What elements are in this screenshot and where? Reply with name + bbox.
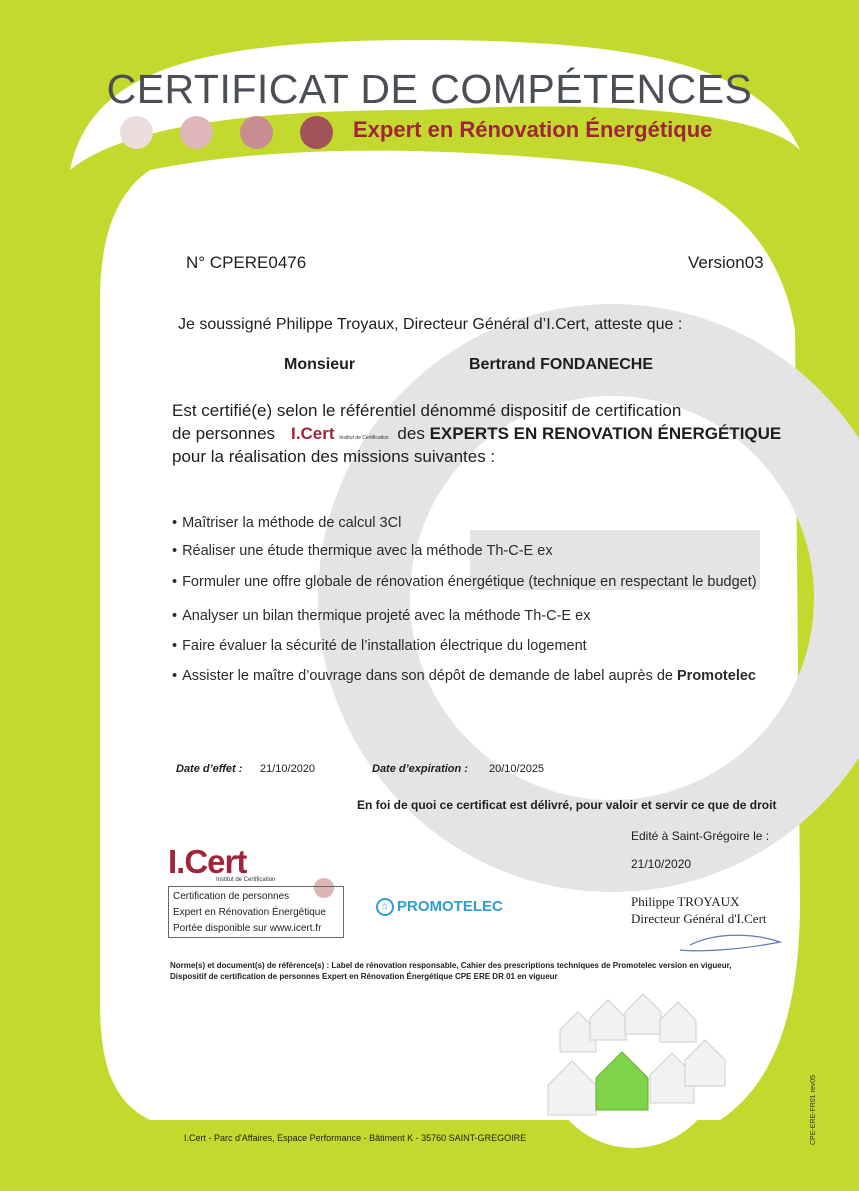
holder-civility: Monsieur (284, 356, 356, 373)
mission-item: • Analyser un bilan thermique projeté avec la méthode Th-C-E ex (172, 608, 591, 624)
signer-name: Philippe TROYAUX (631, 894, 740, 909)
mission-item: • Maîtriser la méthode de calcul 3Cl (172, 515, 402, 531)
cert-line-2-bold: EXPERTS EN RENOVATION ÉNERGÉTIQUE (429, 424, 782, 443)
effect-date-value: 21/10/2020 (260, 763, 316, 775)
bullet-icon: • (172, 608, 178, 624)
certificate-number: N° CPERE0476 (186, 253, 307, 272)
mission-item: • Formuler une offre globale de rénovation énergétique (technique en respectant le budget) (172, 574, 757, 590)
mission-item: • Faire évaluer la sécurité de l’installation électrique du logement (172, 638, 587, 654)
expiry-date-label: Date d’expiration : (372, 763, 468, 775)
certification-line-3: pour la réalisation des missions suivantes : (172, 447, 496, 466)
promotelec-logo: ⌂ PROMOTELEC (376, 898, 503, 916)
house-icon: ⌂ (376, 898, 394, 916)
decor-dot-2 (180, 116, 213, 149)
bullet-icon: • (172, 574, 178, 590)
bullet-icon: • (172, 668, 178, 684)
certificate-version: Version03 (688, 253, 764, 272)
bullet-icon: • (172, 543, 178, 559)
bullet-icon: • (172, 515, 178, 531)
expiry-date-value: 20/10/2025 (489, 763, 545, 775)
holder-name: Bertrand FONDANECHE (469, 356, 654, 373)
certification-scope-box: Certification de personnes Expert en Rénovation Énergétique Portée disponible sur www.icert.fr (168, 886, 344, 938)
promotelec-mention: Promotelec (677, 668, 756, 684)
decor-dot-1 (120, 116, 153, 149)
icert-inline-logo: I.Cert Institut de Certification (291, 424, 389, 443)
bullet-icon: • (172, 638, 178, 654)
effect-date-label: Date d’effet : (176, 763, 243, 775)
mission-item: • Assister le maître d’ouvrage dans son dépôt de demande de label auprès de Promotelec (172, 668, 756, 684)
signer-title: Directeur Général d'I.Cert (631, 911, 767, 926)
cert-line-2-mid: des (392, 424, 430, 443)
icert-logo: I.Cert Institut de Certification (168, 843, 276, 883)
mission-item: • Réaliser une étude thermique avec la méthode Th-C-E ex (172, 543, 553, 559)
decor-dot-4 (300, 116, 333, 149)
edited-location: Edité à Saint-Grégoire le : (631, 829, 770, 843)
closing-statement: En foi de quoi ce certificat est délivré, pour valoir et servir ce que de droit (357, 798, 777, 812)
edited-date: 21/10/2020 (631, 857, 692, 871)
document-code: CPE-ERE-FR01 rev05 (810, 1074, 817, 1145)
reference-norms: Norme(s) et document(s) de référence(s) : Label de rénovation responsable, Cahier des prescriptions techniques de Promotelec version en vigueur, Dispositif de certification de personnes Expert en Rénovation Énergétique CPE ERE DR 01 en vigueur (170, 961, 732, 981)
footer-address: I.Cert - Parc d'Affaires, Espace Performance - Bâtiment K - 35760 SAINT-GREGOIRE (184, 1133, 527, 1143)
certificate-subtitle: Expert en Rénovation Énergétique (353, 117, 713, 142)
certificate-title: CERTIFICAT DE COMPÉTENCES (106, 66, 753, 112)
cert-line-2-start: de personnes (172, 424, 276, 443)
attestation-statement: Je soussigné Philippe Troyaux, Directeur Général d’I.Cert, atteste que : (178, 316, 683, 333)
signature-scribble (680, 935, 780, 950)
decor-dot-3 (240, 116, 273, 149)
certification-line-1: Est certifié(e) selon le référentiel dénommé dispositif de certification (172, 401, 682, 420)
signer-block (631, 893, 767, 927)
